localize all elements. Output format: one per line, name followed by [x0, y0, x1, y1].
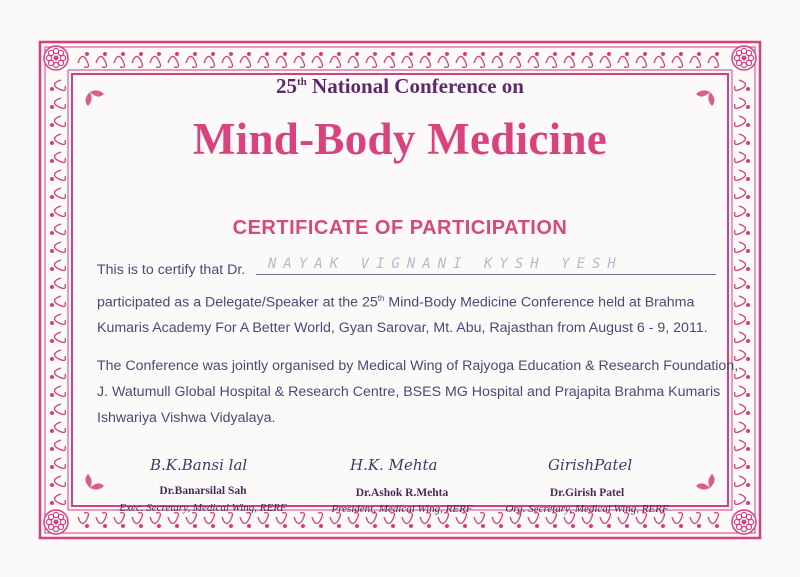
- participant-name-handwritten: NAYAK VIGNANI KYSH YESH: [268, 256, 623, 272]
- signatory-1-title: Exec. Secretary, Medical Wing, RERF: [119, 502, 287, 514]
- conference-line: National Conference on: [312, 74, 524, 98]
- main-title: Mind-Body Medicine: [192, 114, 608, 164]
- signatory-2-name: Dr.Ashok R.Mehta: [355, 487, 449, 499]
- signatory-2-title: President, Medical Wing, RERF: [331, 503, 473, 515]
- paragraph2-line3: Ishwariya Vishwa Vidyalaya.: [97, 410, 276, 426]
- paragraph1-line2: Kumaris Academy For A Better World, Gyan Sarovar, Mt. Abu, Rajasthan from August 6 - 9, 2011.: [97, 320, 708, 336]
- signatory-3-title: Org. Secretary, Medical Wing, RERF: [505, 503, 669, 515]
- ordinal-suffix: th: [297, 76, 307, 88]
- certify-prefix: This is to certify that Dr.: [97, 262, 246, 278]
- paragraph2-line1: The Conference was jointly organised by Medical Wing of Rajyoga Education & Research Foundation,: [97, 358, 739, 374]
- paragraph1-line1-part-b: Mind-Body Medicine Conference held at Brahma: [384, 294, 695, 311]
- signature-1: B.K.Bansi lal: [150, 456, 248, 474]
- name-underline: [256, 274, 716, 275]
- signature-3: GirishPatel: [548, 456, 633, 474]
- certificate-title: CERTIFICATE OF PARTICIPATION: [232, 217, 568, 239]
- paragraph1-line1-part-a: participated as a Delegate/Speaker at the 25: [97, 294, 378, 311]
- paragraph1-line1: [97, 294, 694, 311]
- paragraph2-line2: J. Watumull Global Hospital & Research Centre, BSES MG Hospital and Prajapita Brahma Kumaris: [97, 384, 721, 400]
- signature-2: H.K. Mehta: [350, 456, 438, 474]
- signatory-1-name: Dr.Banarsilal Sah: [159, 485, 247, 497]
- conference-heading: [0, 74, 800, 99]
- paragraph1-line1-sup: th: [377, 294, 385, 303]
- ordinal-number: 25: [276, 74, 298, 98]
- signatory-3-name: Dr.Girish Patel: [549, 487, 625, 499]
